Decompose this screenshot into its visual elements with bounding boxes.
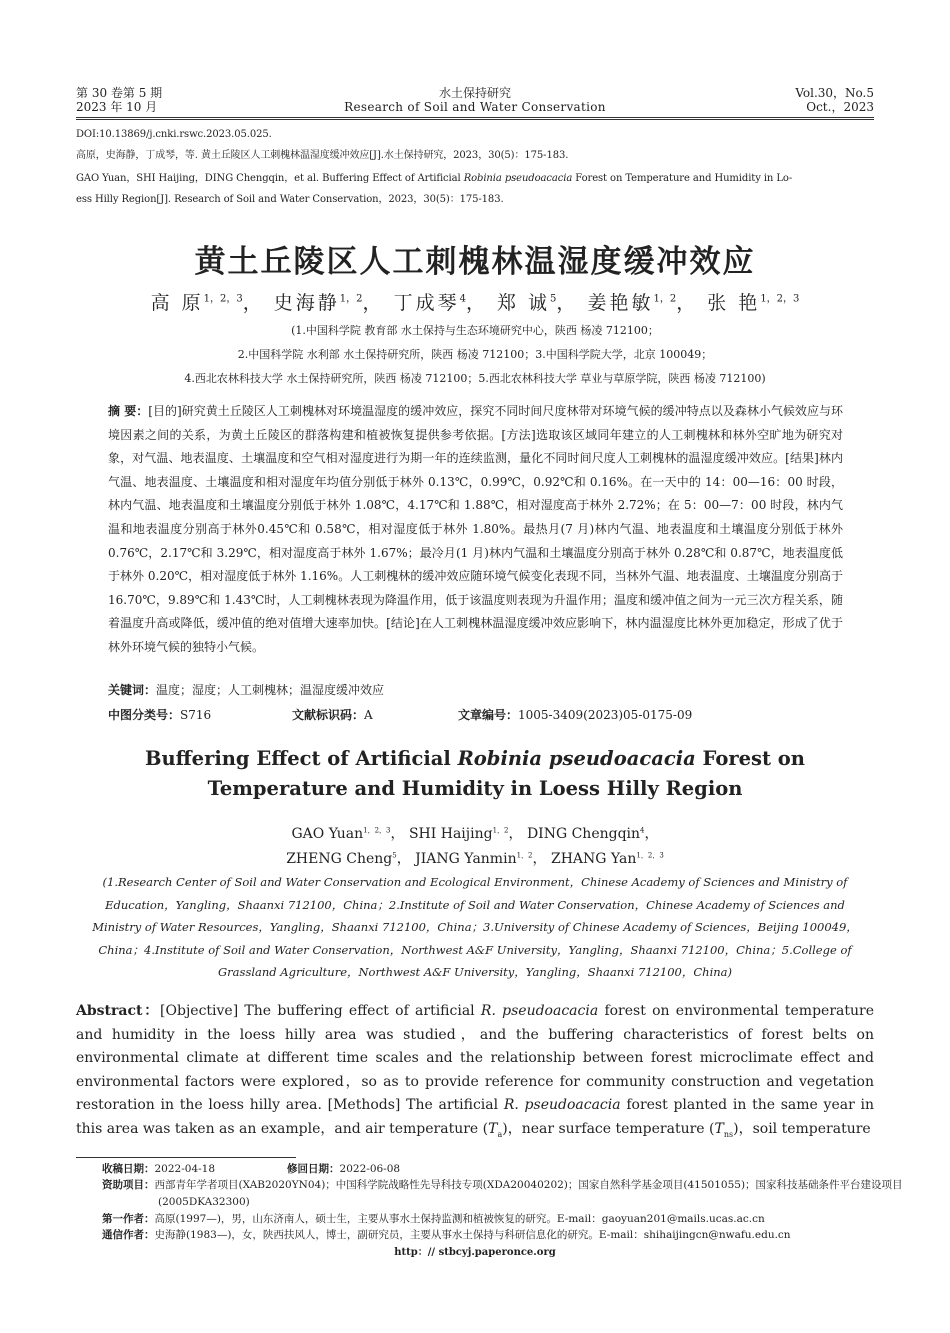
title-en-text: Buffering Effect of Artificial: [145, 747, 458, 770]
clc-number: [108, 706, 211, 723]
author-en-aff: 1，2，3: [636, 851, 664, 860]
affiliations-en: (1.Research Center of Soil and Water Conservation and Ecological Environment，Chinese Academy of Sciences and Ministry of Education，Yangling，Shaanxi 712100，China；2.Institute of Soil and Water Conservation，Chinese Academy of Sciences and Ministry of Water Resources，Yangling，Shaanxi 712100，China；3.University of Chinese Academy of Sciences，Beijing 100049，China；4.Institute of Soil and Water Conservation，Northwest A&F University，Yangling，Shaanxi 712100，China；5.College of Grassland Agriculture，Northwest A&F University，Yangling，Shaanxi 712100，China): [92, 875, 858, 979]
art-value: 1005-3409(2023)05-0175-09: [518, 708, 693, 722]
abstract-en-label: Abstract：: [76, 1003, 161, 1019]
author-en: ZHANG Yan: [550, 851, 637, 867]
author-cn: 姜艳敏: [587, 292, 654, 314]
issue-volume: 第 30 卷第 5 期: [76, 86, 163, 100]
author-cn: 张 艳: [707, 292, 761, 314]
citation-en-line1: [76, 168, 874, 189]
abstract-en: [76, 1000, 874, 1146]
corr-label: 通信作者：: [102, 1229, 155, 1241]
author-cn-aff: 1，2，3: [203, 293, 243, 305]
title-en-text-2: Forest on: [695, 747, 805, 770]
author-cn: 史海静: [273, 292, 340, 314]
dates-line: [102, 1161, 874, 1178]
journal-volume-en: [795, 86, 874, 114]
citation-en-text: GAO Yuan，SHI Haijing，DING Chengqin，et al. Buffering Effect of Artificial: [76, 173, 464, 184]
art-label: 文章编号：: [458, 708, 519, 722]
author-cn: 郑 诚: [497, 292, 551, 314]
received-date: 2022-04-18: [154, 1163, 216, 1175]
title-en-line1: [0, 744, 950, 774]
article-number: [458, 706, 692, 723]
abstract-cn-text: [目的]研究黄土丘陵区人工刺槐林对环境温湿度的缓冲效应，探究不同时间尺度林带对环境气候的缓冲特点以及森林小气候效应与环境因素之间的关系，为黄土丘陵区的群落构建和植被恢复提供参考依据。[方法]选取该区域同年建立的人工刺槐林和林外空旷地为研究对象，对气温、地表温度、土壤温度和空气相对湿度进行为期一年的连续监测，量化不同时间尺度人工刺槐林的温湿度缓冲效应。[结果]林内气温、地表温度、土壤温度和相对湿度年均值分别低于林外 0.13℃，0.99℃，0.92℃和 0.16%。在一天中的 14：00—16：00 时段，林内气温、地表温度和土壤温度分别低于林外 1.08℃，4.17℃和 1.88℃，相对湿度高于林外 2.72%；在 5：00—7：00 时段，林内气温和地表温度分别高于林外0.45℃和 0.58℃，相对湿度低于林外 1.80%。最热月(7 月)林内气温、地表温度和土壤温度分别低于林外 0.76℃，2.17℃和 3.29℃，相对湿度高于林外 1.67%；最冷月(1 月)林内气温和土壤温度分别高于林外 0.28℃和 0.87℃，地表温度低于林外 0.20℃，相对湿度低于林外 1.16%。人工刺槐林的缓冲效应随环境气候变化表现不同，当林外气温、地表温度、土壤温度分别高于 16.70℃，9.89℃和 1.43℃时，人工刺槐林表现为降温作用，低于该温度则表现为升温作用；温度和缓冲值之间为一元三次方程关系，随着温度升高或降低，缓冲值的绝对值增大速率加快。[结论]在人工刺槐林温湿度缓冲效应影响下，林内温湿度比林外更加稳定，形成了优于林外环境气候的独特小气候。: [108, 404, 843, 654]
abstract-en-text: )，near surface temperature (: [502, 1120, 715, 1137]
citation-en-species: Robinia pseudoacacia: [463, 173, 573, 184]
corr-text: 史海静(1983—)，女，陕西扶风人，博士，副研究员，主要从事水土保持与科研信息化的研究。E-mail：shihaijingcn@nwafu.edu.cn: [154, 1229, 791, 1241]
date-en: Oct.，2023: [806, 100, 874, 114]
funding: [102, 1177, 930, 1210]
abstract-en-text: )，soil temperature: [733, 1120, 871, 1137]
author-en: GAO Yuan: [291, 826, 364, 842]
authors-en-line1: GAO Yuan$^{1,2,3}$， SHI Haijing$^{1,2}$， DING Chengqin$^4$，: [291, 826, 659, 842]
abstract-en-symbol: T: [714, 1120, 724, 1137]
keywords-label: 关键词：: [108, 683, 157, 697]
abstract-cn: [108, 400, 843, 660]
author-en: DING Chengqin: [526, 826, 641, 842]
keywords-cn: [108, 681, 384, 698]
doc-value: A: [364, 708, 373, 722]
affiliation-cn-2: 2.中国科学院 水利部 水土保持研究所，陕西 杨凌 712100；3.中国科学院大学，北京 100049；: [237, 348, 713, 361]
received-label: 收稿日期：: [102, 1163, 155, 1175]
doc-code: [292, 706, 373, 723]
author-en-aff: 1，2，3: [363, 826, 391, 835]
header-rule-2: [76, 119, 874, 120]
volume-en: Vol.30，No.5: [795, 86, 874, 100]
abstract-en-text: forest on environmental temperature and humidity in the loess hilly area was studied，and the buffering characteristics of forest belts on environmental climate at different time scales and the relationship between forest microclimate effect and environmental factors were explored，so as to provide reference for community construction and vegetation restoration in the loess hilly area. [Methods] The artificial: [76, 1003, 874, 1113]
author-en-aff: 1，2: [516, 851, 533, 860]
doc-label: 文献标识码：: [292, 708, 365, 722]
citation-en-text-2: Forest on Temperature and Humidity in Lo-: [572, 173, 793, 184]
funding-label: 资助项目：: [102, 1179, 155, 1191]
clc-value: S716: [180, 708, 212, 722]
authors-en-line2: ZHENG Cheng$^5$， JIANG Yanmin$^{1,2}$， ZHANG Yan$^{1,2,3}$: [286, 851, 664, 867]
revised-label: 修回日期：: [287, 1163, 340, 1175]
journal-name-cn: 水土保持研究: [438, 86, 511, 100]
issue-date: 2023 年 10 月: [76, 100, 158, 114]
abstract-en-subscript: ns: [723, 1129, 734, 1139]
author-en: ZHENG Cheng: [286, 851, 393, 867]
author-cn-aff: 1，2，3: [760, 293, 800, 305]
title-en-species: Robinia pseudoacacia: [457, 747, 696, 770]
first-author-label: 第一作者：: [102, 1213, 155, 1225]
citation-en-line2: ess Hilly Region[J]. Research of Soil and Water Conservation，2023，30(5)：175-183.: [76, 194, 504, 205]
funding-text: 西部青年学者项目(XAB2020YN04)；中国科学院战略性先导科技专项(XDA20040202)；国家自然科学基金项目(41501055)；国家科技基础条件平台建设项目(2005DKA32300): [154, 1179, 903, 1208]
corresponding-author-note: [102, 1227, 874, 1244]
author-cn: 丁成琴: [393, 292, 460, 314]
affiliation-cn-3: 4.西北农林科技大学 水土保持研究所，陕西 杨凌 712100；5.西北农林科技大学 草业与草原学院，陕西 杨凌 712100): [184, 372, 766, 385]
affiliation-cn-1: (1.中国科学院 教育部 水土保持与生态环境研究中心，陕西 杨凌 712100；: [291, 324, 659, 337]
author-cn-aff: 4: [459, 293, 466, 305]
abstract-en-species: R. pseudoacacia: [503, 1097, 621, 1113]
abstract-en-text: forest planted in the same year in this area was taken as an example，and air temperature (: [76, 1097, 875, 1137]
abstract-en-species: R. pseudoacacia: [480, 1003, 599, 1019]
author-en: SHI Haijing: [408, 826, 493, 842]
revised-date: 2022-06-08: [339, 1163, 401, 1175]
first-author-note: [102, 1211, 874, 1228]
footnote-rule: [76, 1157, 296, 1158]
author-en: JIANG Yanmin: [415, 851, 517, 867]
journal-name-en: Research of Soil and Water Conservation: [344, 100, 606, 114]
abstract-en-subscript: a: [497, 1129, 503, 1139]
author-en-aff: 4: [640, 826, 645, 835]
header-rule: [76, 117, 874, 118]
clc-label: 中图分类号：: [108, 708, 181, 722]
author-en-aff: 1，2: [492, 826, 509, 835]
abstract-en-symbol: T: [488, 1120, 498, 1137]
title-en: [0, 744, 950, 804]
authors-cn: 高 原$^{1,2,3}$， 史海静$^{1,2}$， 丁成琴$^4$， 郑 诚$^5$， 姜艳敏$^{1,2}$， 张 艳$^{1,2,3}$: [150, 292, 800, 314]
author-cn-aff: 1，2: [339, 293, 363, 305]
author-en-aff: 5: [392, 851, 397, 860]
author-cn: 高 原: [150, 292, 204, 314]
citation-cn: 高原，史海静，丁成琴，等. 黄土丘陵区人工刺槐林温湿度缓冲效应[J].水土保持研究，2023，30(5)：175-183.: [76, 150, 569, 161]
doi: DOI:10.13869/j.cnki.rswc.2023.05.025.: [76, 129, 272, 140]
keywords-text: 温度；湿度；人工刺槐林；温湿度缓冲效应: [156, 683, 385, 697]
title-en-line2: Temperature and Humidity in Loess Hilly Region: [207, 777, 743, 800]
journal-url: http：// stbcyj.paperonce.org: [394, 1247, 556, 1258]
abstract-cn-label: 摘 要：: [108, 404, 149, 418]
abstract-en-text: [Objective] The buffering effect of artificial: [160, 1003, 481, 1019]
title-cn: 黄土丘陵区人工刺槐林温湿度缓冲效应: [194, 244, 756, 280]
first-author-text: 高原(1997—)，男，山东济南人，硕士生，主要从事水土保持监测和植被恢复的研究。E-mail：gaoyuan201@mails.ucas.ac.cn: [154, 1213, 765, 1225]
author-cn-aff: 1，2: [653, 293, 677, 305]
author-cn-aff: 5: [550, 293, 557, 305]
